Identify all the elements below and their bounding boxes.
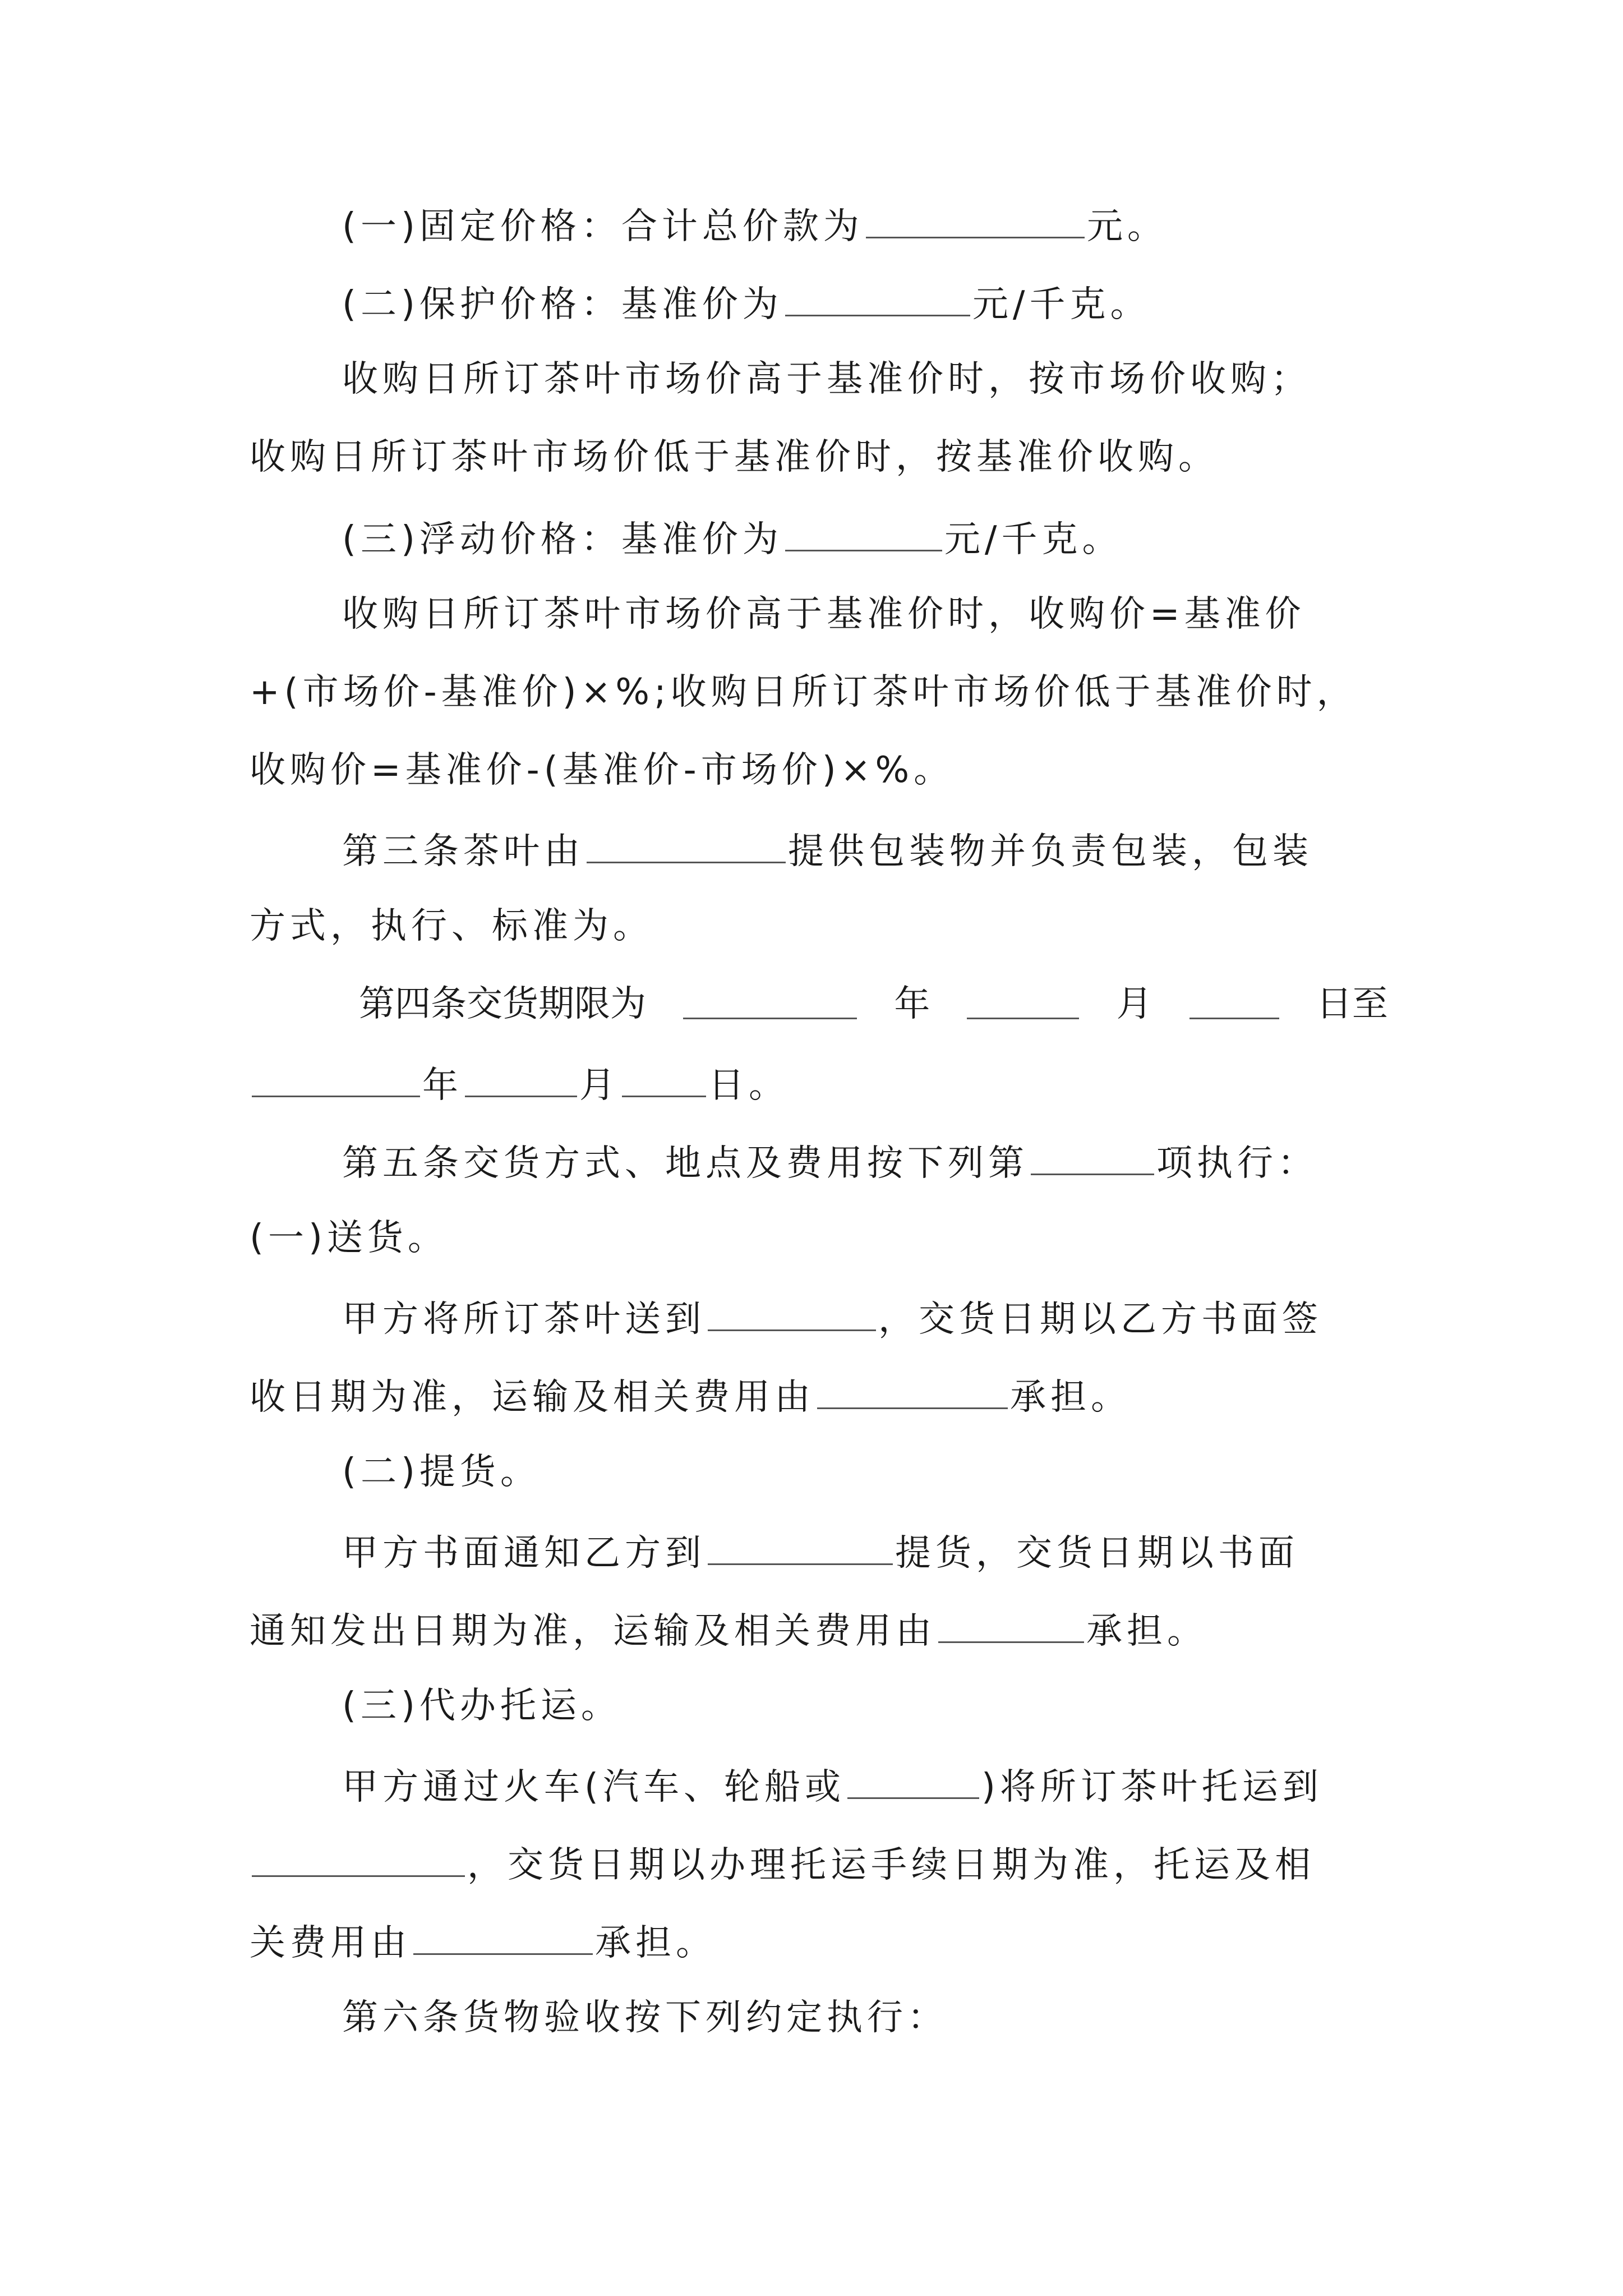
fill-in-blank <box>785 283 970 316</box>
fill-in-blank <box>847 1766 979 1799</box>
fill-in-blank <box>708 1298 876 1331</box>
line-text: 月 <box>579 1065 620 1106</box>
line-text: 甲方将所订茶叶送到 <box>342 1299 706 1340</box>
text-line <box>342 1532 1299 1574</box>
fill-in-blank <box>817 1376 1008 1409</box>
fill-in-blank <box>1031 1142 1154 1175</box>
text-line <box>250 1844 1315 1886</box>
line-text: (三)浮动价格：基准价为 <box>342 519 783 560</box>
line-text: (三)代办托运。 <box>342 1685 621 1727</box>
text-line <box>342 518 1123 558</box>
line-text: (二)保护价格：基准价为 <box>342 284 783 325</box>
text-line <box>359 983 1388 1025</box>
text-line <box>342 1142 1318 1184</box>
line-text: 收购日所订茶叶市场价高于基准价时，收购价=基准价 <box>342 593 1306 635</box>
fill-in-blank <box>252 1064 420 1097</box>
text-line <box>342 1766 1323 1808</box>
text-line <box>342 830 1313 872</box>
line-text: 元/千克。 <box>944 519 1123 560</box>
text-line <box>342 1298 1322 1340</box>
line-text: )将所订茶叶托运到 <box>981 1766 1323 1808</box>
line-text: 年 <box>894 983 930 1025</box>
fill-in-blank <box>587 830 786 863</box>
text-line <box>250 671 1357 713</box>
line-text: 提供包装物并负责包装，包装 <box>788 831 1313 872</box>
fill-in-blank <box>413 1922 593 1955</box>
line-text: ，交货日期以乙方书面签 <box>878 1299 1322 1340</box>
line-text: 元。 <box>1086 206 1168 247</box>
line-text: 关费用由 <box>250 1922 411 1964</box>
fill-in-blank <box>708 1532 893 1565</box>
line-text: 提货，交货日期以书面 <box>895 1533 1299 1574</box>
line-text: (一)固定价格：合计总价款为 <box>342 206 864 247</box>
line-text: 承担。 <box>595 1922 716 1964</box>
text-line <box>250 749 955 791</box>
line-text: 收购日所订茶叶市场价低于基准价时，按基准价收购。 <box>250 436 1219 478</box>
text-line <box>342 593 1306 635</box>
line-text: 年 <box>422 1065 463 1106</box>
fill-in-blank <box>622 1064 706 1097</box>
fill-in-blank <box>465 1064 577 1097</box>
text-line <box>250 1376 1131 1418</box>
text-line <box>250 905 653 947</box>
text-line <box>250 1610 1207 1652</box>
fill-in-blank <box>252 1844 465 1877</box>
line-text: 第四条交货期限为 <box>359 983 646 1025</box>
line-text: 收购日所订茶叶市场价高于基准价时，按市场价收购； <box>342 358 1311 400</box>
line-text: 收购价=基准价-(基准价-市场价)×%。 <box>250 749 955 791</box>
text-line <box>250 1217 448 1259</box>
line-text: 收日期为准，运输及相关费用由 <box>250 1377 815 1418</box>
fill-in-blank <box>938 1610 1084 1643</box>
text-line <box>342 1685 621 1727</box>
line-text: 承担。 <box>1086 1611 1207 1652</box>
text-line <box>342 1997 948 2039</box>
line-text: (一)送货。 <box>250 1217 448 1259</box>
line-text: 日至 <box>1316 983 1388 1025</box>
fill-in-blank <box>1189 986 1279 1019</box>
line-text: 方式，执行、标准为。 <box>250 905 653 947</box>
line-text: ，交货日期以办理托运手续日期为准，托运及相 <box>467 1844 1315 1886</box>
line-text: 承担。 <box>1010 1377 1131 1418</box>
line-text: 通知发出日期为准，运输及相关费用由 <box>250 1611 936 1652</box>
text-line <box>250 436 1219 478</box>
text-line <box>250 1064 789 1106</box>
line-text: +(市场价-基准价)×%;收购日所订茶叶市场价低于基准价时， <box>250 671 1357 713</box>
fill-in-blank <box>683 986 857 1019</box>
fill-in-blank <box>866 205 1085 238</box>
fill-in-blank <box>967 986 1079 1019</box>
line-text: 第三条茶叶由 <box>342 831 584 872</box>
line-text: 项执行： <box>1156 1143 1318 1184</box>
line-text: (二)提货。 <box>342 1451 541 1493</box>
line-text: 月 <box>1116 983 1152 1025</box>
line-text: 第五条交货方式、地点及费用按下列第 <box>342 1143 1029 1184</box>
fill-in-blank <box>785 518 942 551</box>
line-text: 甲方通过火车(汽车、轮船或 <box>342 1766 845 1808</box>
line-text: 甲方书面通知乙方到 <box>342 1533 706 1574</box>
line-text: 日。 <box>708 1065 789 1106</box>
text-line <box>250 1922 716 1964</box>
line-text: 元/千克。 <box>972 284 1151 325</box>
text-line <box>342 283 1151 323</box>
line-text: 第六条货物验收按下列约定执行： <box>342 1997 948 2039</box>
text-line <box>342 205 1168 245</box>
text-line <box>342 1451 541 1493</box>
text-line <box>342 358 1311 400</box>
